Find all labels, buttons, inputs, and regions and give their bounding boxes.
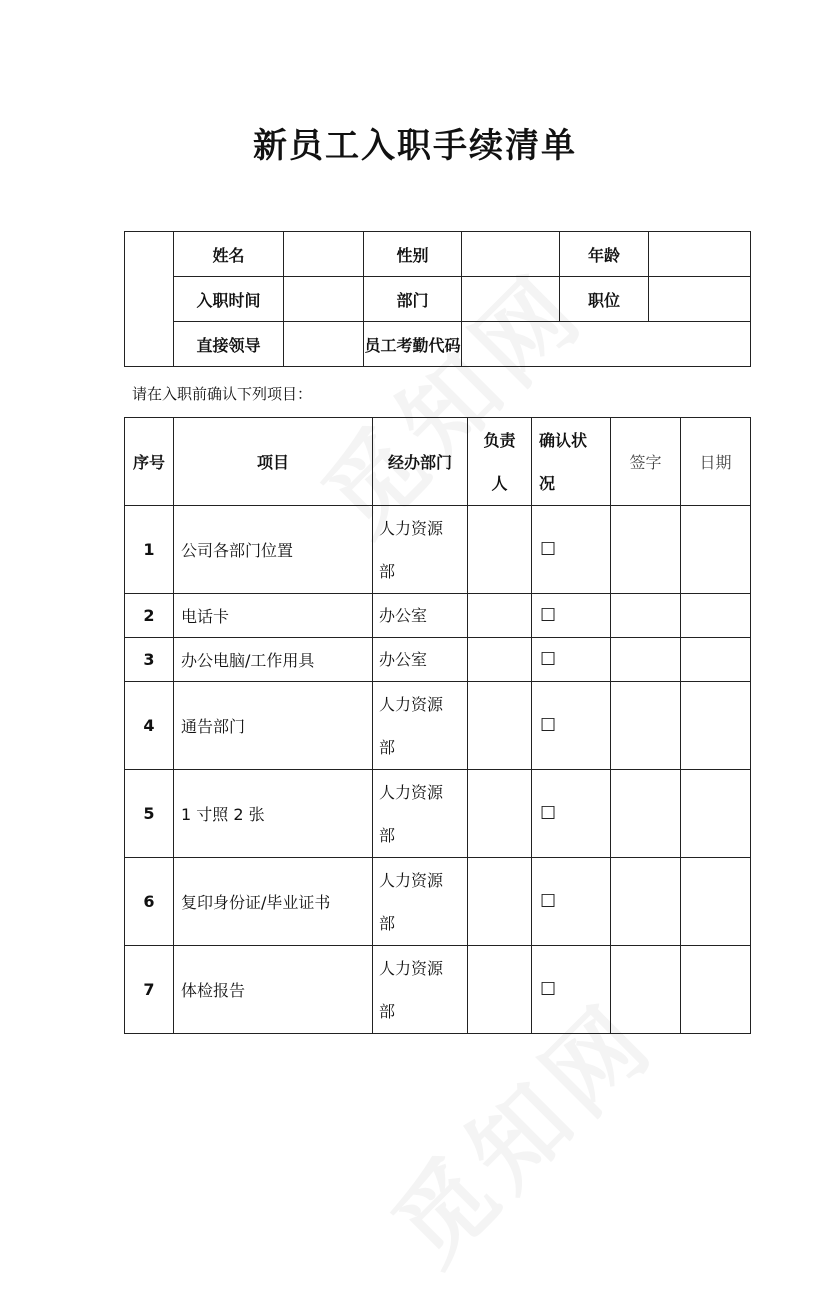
row-number: 7 [125,946,174,1034]
row-number: 4 [125,682,174,770]
row-sign[interactable] [611,858,681,946]
row-date[interactable] [681,682,751,770]
checkbox-icon[interactable]: ☐ [532,638,611,682]
row-date[interactable] [681,638,751,682]
row-date[interactable] [681,506,751,594]
page-title: 新员工入职手续清单 [253,126,577,166]
row-item: 通告部门 [174,682,373,770]
row-number: 5 [125,770,174,858]
row-dept [373,858,468,946]
header-sign: 签字 [611,418,681,506]
entry-time-label: 入职时间 [174,277,284,322]
row-dept [373,770,468,858]
table-row [125,506,751,594]
checkbox-icon[interactable]: ☐ [532,946,611,1034]
row-sign[interactable] [611,594,681,638]
row-dept-line2: 部 [379,913,396,933]
row-item: 办公电脑/工作用具 [174,638,373,682]
row-dept-line1: 人力资源 [379,694,444,714]
table-header-row [125,418,751,506]
row-sign[interactable] [611,946,681,1034]
photo-cell[interactable] [125,232,174,367]
attendance-code-label: 员工考勤代码 [364,322,462,367]
entry-time-field[interactable] [284,277,364,322]
row-dept [373,594,468,638]
row-date[interactable] [681,858,751,946]
name-label: 姓名 [174,232,284,277]
row-owner[interactable] [468,682,532,770]
checklist-table [124,417,751,1034]
name-field[interactable] [284,232,364,277]
header-status-line2: 况 [539,473,556,493]
row-sign[interactable] [611,638,681,682]
table-row [125,770,751,858]
row-dept-line2: 部 [379,737,396,757]
row-dept [373,946,468,1034]
table-row [125,594,751,638]
row-date[interactable] [681,594,751,638]
row-dept [373,682,468,770]
row-owner[interactable] [468,594,532,638]
row-number: 1 [125,506,174,594]
leader-label: 直接领导 [174,322,284,367]
instruction-note: 请在入职前确认下列项目： [132,385,313,403]
row-owner[interactable] [468,770,532,858]
header-date: 日期 [681,418,751,506]
header-dept: 经办部门 [373,418,468,506]
row-number: 6 [125,858,174,946]
row-dept-line1: 办公室 [379,650,428,669]
checkbox-icon[interactable]: ☐ [532,594,611,638]
row-date[interactable] [681,770,751,858]
position-field[interactable] [649,277,751,322]
attendance-code-field[interactable] [462,322,751,367]
table-row [125,858,751,946]
row-dept-line1: 人力资源 [379,782,444,802]
row-date[interactable] [681,946,751,1034]
checkbox-icon[interactable]: ☐ [532,770,611,858]
age-field[interactable] [649,232,751,277]
leader-field[interactable] [284,322,364,367]
age-label: 年龄 [560,232,649,277]
row-number: 3 [125,638,174,682]
header-status-line1: 确认状 [539,430,588,450]
header-owner-line1: 负责 [483,430,516,450]
row-dept-line1: 人力资源 [379,958,444,978]
employee-info-table [124,231,751,367]
checkbox-icon[interactable]: ☐ [532,506,611,594]
row-owner[interactable] [468,858,532,946]
header-item: 项目 [174,418,373,506]
row-sign[interactable] [611,506,681,594]
header-status [532,418,611,506]
row-item: 1 寸照 2 张 [174,770,373,858]
row-sign[interactable] [611,682,681,770]
row-dept-line2: 部 [379,1001,396,1021]
dept-label: 部门 [364,277,462,322]
row-dept [373,638,468,682]
gender-label: 性别 [364,232,462,277]
table-row [125,638,751,682]
row-owner[interactable] [468,638,532,682]
header-owner-line2: 人 [491,473,508,493]
row-item: 体检报告 [174,946,373,1034]
table-row [125,946,751,1034]
row-dept-line2: 部 [379,825,396,845]
row-dept [373,506,468,594]
row-dept-line2: 部 [379,561,396,581]
row-dept-line1: 办公室 [379,606,428,625]
header-seq: 序号 [125,418,174,506]
position-label: 职位 [560,277,649,322]
table-row [125,682,751,770]
row-owner[interactable] [468,506,532,594]
header-owner [468,418,532,506]
row-dept-line1: 人力资源 [379,518,444,538]
row-item: 公司各部门位置 [174,506,373,594]
gender-field[interactable] [462,232,560,277]
row-sign[interactable] [611,770,681,858]
row-item: 电话卡 [174,594,373,638]
checkbox-icon[interactable]: ☐ [532,682,611,770]
row-item: 复印身份证/毕业证书 [174,858,373,946]
row-owner[interactable] [468,946,532,1034]
checkbox-icon[interactable]: ☐ [532,858,611,946]
row-number: 2 [125,594,174,638]
dept-field[interactable] [462,277,560,322]
row-dept-line1: 人力资源 [379,870,444,890]
